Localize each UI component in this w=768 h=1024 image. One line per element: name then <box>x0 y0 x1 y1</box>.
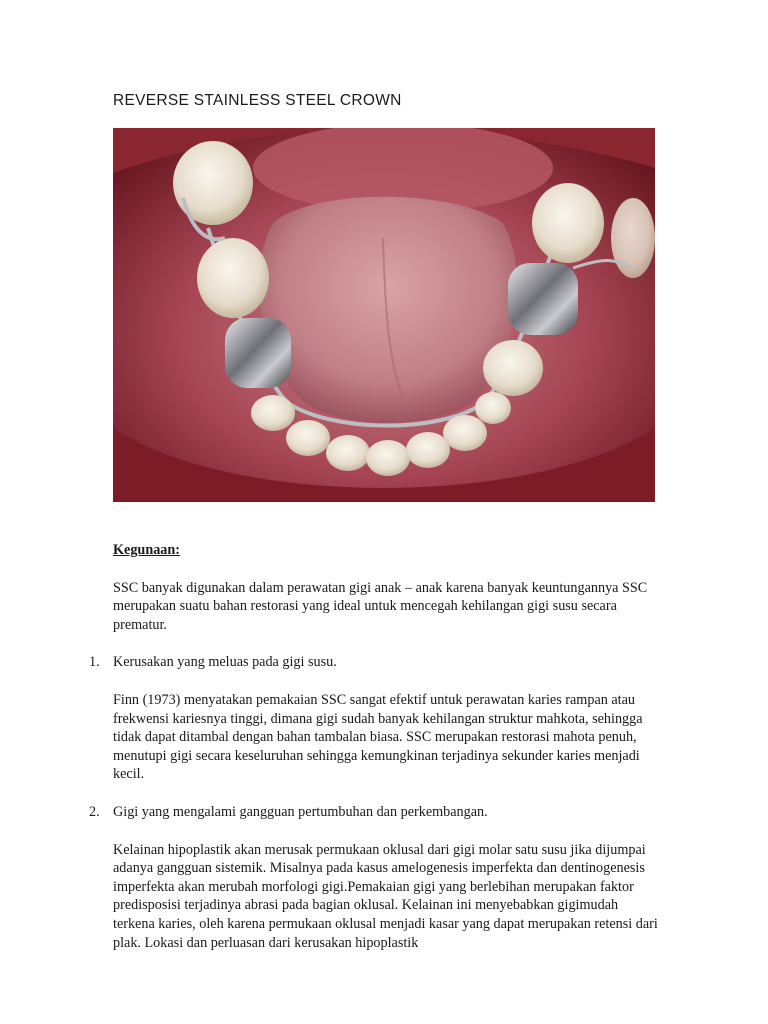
list-item <box>89 803 663 822</box>
body-text <box>89 541 663 952</box>
intro-paragraph: SSC banyak digunakan dalam perawatan gigi anak – anak karena banyak keuntungannya SSC merupakan suatu bahan restorasi yang ideal untuk mencegah kehilangan gigi susu secara prematur. <box>113 579 648 633</box>
lower-arch-illustration <box>113 128 655 502</box>
list-item-heading: Gigi yang mengalami gangguan pertumbuhan dan perkembangan. <box>113 803 488 820</box>
list-item-paragraph: Finn (1973) menyatakan pemakaian SSC sangat efektif untuk perawatan karies rampan atau frekwensi kariesnya tinggi, dimana gigi sudah banyak kehilangan struktur mahkota, sehingga tidak dapat ditambal dengan bahan tambalan biasa. SSC merupakan restorasi mahota penuh, menutupi gigi secara keseluruhan sehingga kemungkinan terjadinya sekunder karies menjadi kecil. <box>113 691 643 783</box>
page-title: REVERSE STAINLESS STEEL CROWN <box>113 92 402 109</box>
list-item-heading: Kerusakan yang meluas pada gigi susu. <box>113 654 337 671</box>
dental-photo <box>113 128 655 502</box>
section-label: Kegunaan: <box>113 542 181 558</box>
list-item-paragraph: Kelainan hipoplastik akan merusak permukaan oklusal dari gigi molar satu susu jika dijumpai adanya gangguan sistemik. Misalnya pada kasus amelogenesis imperfekta dan dentinogenesis imperfekta akan merubah morfologi gigi.Pemakaian gigi yang berlebihan merupakan faktor predisposisi terjadinya abrasi pada bagian oklusal. Kelainan ini menyebabkan gigimudah terkena karies, oleh karena permukaan oklusal menjadi kasar yang dapat merupakan retensi dari plak. Lokasi dan perluasan dari kerusakan hipoplastik <box>113 841 658 951</box>
list-number: 2. <box>89 803 100 820</box>
list-item <box>89 653 663 672</box>
list-number: 1. <box>89 654 100 671</box>
